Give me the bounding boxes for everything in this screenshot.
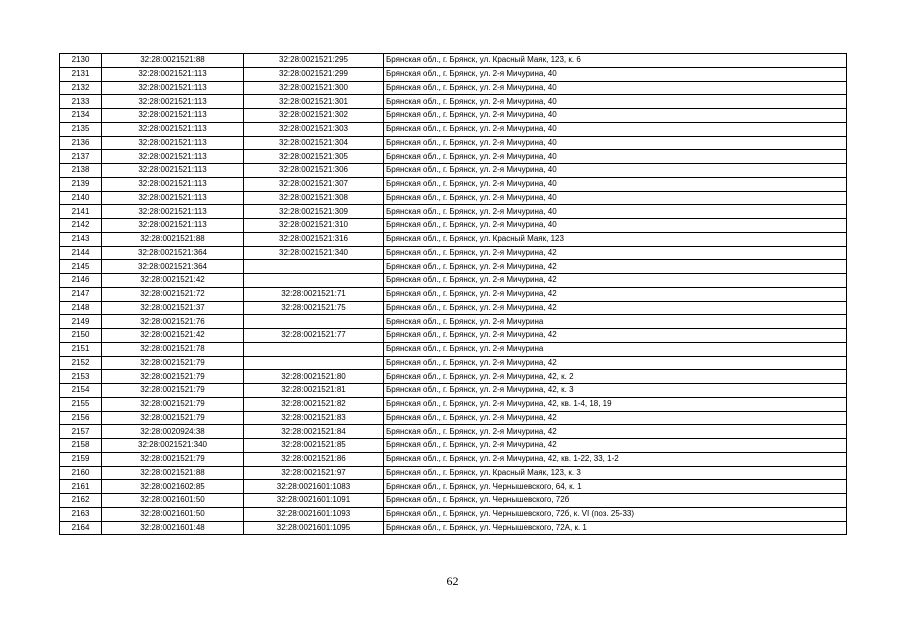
- row-number-cell: 2151: [60, 342, 102, 356]
- table-row: [60, 411, 847, 425]
- address-cell: Брянская обл., г. Брянск, ул. 2-я Мичурина, 42, кв. 1-22, 33, 1-2: [384, 452, 847, 466]
- parent-cadastral-number-cell: 32:28:0021521:88: [102, 54, 244, 68]
- parent-cadastral-number-cell: 32:28:0021521:42: [102, 274, 244, 288]
- row-number-cell: 2152: [60, 356, 102, 370]
- cadastral-number-cell: 32:28:0021521:308: [244, 191, 384, 205]
- row-number-cell: 2158: [60, 439, 102, 453]
- row-number-cell: 2142: [60, 219, 102, 233]
- cadastral-number-cell: 32:28:0021521:84: [244, 425, 384, 439]
- cadastral-number-cell: 32:28:0021521:306: [244, 164, 384, 178]
- cadastral-register-table: [59, 53, 847, 535]
- address-cell: Брянская обл., г. Брянск, ул. 2-я Мичурина, 40: [384, 95, 847, 109]
- address-cell: Брянская обл., г. Брянск, ул. 2-я Мичурина, 40: [384, 136, 847, 150]
- row-number-cell: 2160: [60, 466, 102, 480]
- address-cell: Брянская обл., г. Брянск, ул. Чернышевского, 64, к. 1: [384, 480, 847, 494]
- parent-cadastral-number-cell: 32:28:0021521:113: [102, 122, 244, 136]
- table-row: [60, 494, 847, 508]
- row-number-cell: 2136: [60, 136, 102, 150]
- parent-cadastral-number-cell: 32:28:0021521:79: [102, 452, 244, 466]
- address-cell: Брянская обл., г. Брянск, ул. 2-я Мичурина, 42, к. 3: [384, 384, 847, 398]
- table-row: [60, 232, 847, 246]
- row-number-cell: 2164: [60, 521, 102, 535]
- row-number-cell: 2161: [60, 480, 102, 494]
- row-number-cell: 2144: [60, 246, 102, 260]
- cadastral-number-cell: [244, 260, 384, 274]
- row-number-cell: 2140: [60, 191, 102, 205]
- row-number-cell: 2145: [60, 260, 102, 274]
- table-row: [60, 480, 847, 494]
- table-row: [60, 205, 847, 219]
- cadastral-number-cell: 32:28:0021521:307: [244, 177, 384, 191]
- table-row: [60, 67, 847, 81]
- cadastral-number-cell: 32:28:0021521:81: [244, 384, 384, 398]
- parent-cadastral-number-cell: 32:28:0021521:113: [102, 150, 244, 164]
- row-number-cell: 2146: [60, 274, 102, 288]
- address-cell: Брянская обл., г. Брянск, ул. 2-я Мичурина, 40: [384, 164, 847, 178]
- address-cell: Брянская обл., г. Брянск, ул. 2-я Мичурина, 40: [384, 109, 847, 123]
- cadastral-number-cell: 32:28:0021521:295: [244, 54, 384, 68]
- row-number-cell: 2143: [60, 232, 102, 246]
- parent-cadastral-number-cell: 32:28:0021521:88: [102, 232, 244, 246]
- parent-cadastral-number-cell: 32:28:0021521:72: [102, 287, 244, 301]
- cadastral-number-cell: 32:28:0021521:77: [244, 329, 384, 343]
- parent-cadastral-number-cell: 32:28:0021601:50: [102, 494, 244, 508]
- parent-cadastral-number-cell: 32:28:0021521:79: [102, 397, 244, 411]
- parent-cadastral-number-cell: 32:28:0020924:38: [102, 425, 244, 439]
- parent-cadastral-number-cell: 32:28:0021521:113: [102, 67, 244, 81]
- parent-cadastral-number-cell: 32:28:0021521:113: [102, 177, 244, 191]
- table-row: [60, 95, 847, 109]
- address-cell: Брянская обл., г. Брянск, ул. Чернышевского, 72б: [384, 494, 847, 508]
- table-row: [60, 136, 847, 150]
- cadastral-number-cell: 32:28:0021521:303: [244, 122, 384, 136]
- address-cell: Брянская обл., г. Брянск, ул. 2-я Мичурина, 40: [384, 177, 847, 191]
- table-row: [60, 315, 847, 329]
- parent-cadastral-number-cell: 32:28:0021521:113: [102, 164, 244, 178]
- cadastral-number-cell: 32:28:0021521:299: [244, 67, 384, 81]
- address-cell: Брянская обл., г. Брянск, ул. Чернышевского, 72б, к. VI (поз. 25-33): [384, 507, 847, 521]
- cadastral-number-cell: 32:28:0021521:316: [244, 232, 384, 246]
- table-row: [60, 397, 847, 411]
- row-number-cell: 2131: [60, 67, 102, 81]
- parent-cadastral-number-cell: 32:28:0021521:113: [102, 205, 244, 219]
- cadastral-number-cell: 32:28:0021601:1091: [244, 494, 384, 508]
- table-row: [60, 246, 847, 260]
- row-number-cell: 2155: [60, 397, 102, 411]
- cadastral-number-cell: 32:28:0021521:304: [244, 136, 384, 150]
- table-row: [60, 507, 847, 521]
- row-number-cell: 2130: [60, 54, 102, 68]
- address-cell: Брянская обл., г. Брянск, ул. 2-я Мичурина, 40: [384, 81, 847, 95]
- address-cell: Брянская обл., г. Брянск, ул. 2-я Мичурина, 42, кв. 1-4, 18, 19: [384, 397, 847, 411]
- table-row: [60, 356, 847, 370]
- address-cell: Брянская обл., г. Брянск, ул. 2-я Мичурина, 40: [384, 150, 847, 164]
- cadastral-number-cell: 32:28:0021521:340: [244, 246, 384, 260]
- parent-cadastral-number-cell: 32:28:0021602:85: [102, 480, 244, 494]
- parent-cadastral-number-cell: 32:28:0021521:113: [102, 109, 244, 123]
- page-number: 62: [446, 574, 459, 588]
- table-row: [60, 342, 847, 356]
- parent-cadastral-number-cell: 32:28:0021521:364: [102, 260, 244, 274]
- parent-cadastral-number-cell: 32:28:0021521:78: [102, 342, 244, 356]
- cadastral-number-cell: 32:28:0021601:1093: [244, 507, 384, 521]
- row-number-cell: 2150: [60, 329, 102, 343]
- row-number-cell: 2141: [60, 205, 102, 219]
- row-number-cell: 2132: [60, 81, 102, 95]
- table-row: [60, 274, 847, 288]
- address-cell: Брянская обл., г. Брянск, ул. Красный Маяк, 123, к. 3: [384, 466, 847, 480]
- address-cell: Брянская обл., г. Брянск, ул. 2-я Мичурина, 42: [384, 287, 847, 301]
- address-cell: Брянская обл., г. Брянск, ул. 2-я Мичурина, 42: [384, 301, 847, 315]
- address-cell: Брянская обл., г. Брянск, ул. 2-я Мичурина, 42: [384, 246, 847, 260]
- parent-cadastral-number-cell: 32:28:0021521:79: [102, 370, 244, 384]
- parent-cadastral-number-cell: 32:28:0021521:113: [102, 191, 244, 205]
- address-cell: Брянская обл., г. Брянск, ул. 2-я Мичурина, 42, к. 2: [384, 370, 847, 384]
- row-number-cell: 2147: [60, 287, 102, 301]
- row-number-cell: 2148: [60, 301, 102, 315]
- row-number-cell: 2133: [60, 95, 102, 109]
- parent-cadastral-number-cell: 32:28:0021521:88: [102, 466, 244, 480]
- parent-cadastral-number-cell: 32:28:0021521:113: [102, 219, 244, 233]
- table-row: [60, 521, 847, 535]
- cadastral-number-cell: 32:28:0021521:302: [244, 109, 384, 123]
- address-cell: Брянская обл., г. Брянск, ул. Красный Маяк, 123: [384, 232, 847, 246]
- cadastral-number-cell: [244, 356, 384, 370]
- table-row: [60, 122, 847, 136]
- cadastral-number-cell: 32:28:0021521:309: [244, 205, 384, 219]
- cadastral-number-cell: 32:28:0021521:86: [244, 452, 384, 466]
- table-row: [60, 301, 847, 315]
- parent-cadastral-number-cell: 32:28:0021521:42: [102, 329, 244, 343]
- table-row: [60, 260, 847, 274]
- address-cell: Брянская обл., г. Брянск, ул. 2-я Мичурина, 40: [384, 67, 847, 81]
- parent-cadastral-number-cell: 32:28:0021601:50: [102, 507, 244, 521]
- cadastral-number-cell: 32:28:0021521:97: [244, 466, 384, 480]
- address-cell: Брянская обл., г. Брянск, ул. Чернышевского, 72А, к. 1: [384, 521, 847, 535]
- cadastral-number-cell: 32:28:0021521:305: [244, 150, 384, 164]
- parent-cadastral-number-cell: 32:28:0021521:79: [102, 384, 244, 398]
- cadastral-number-cell: 32:28:0021601:1083: [244, 480, 384, 494]
- table-row: [60, 219, 847, 233]
- parent-cadastral-number-cell: 32:28:0021521:113: [102, 81, 244, 95]
- cadastral-number-cell: 32:28:0021601:1095: [244, 521, 384, 535]
- cadastral-number-cell: 32:28:0021521:71: [244, 287, 384, 301]
- address-cell: Брянская обл., г. Брянск, ул. 2-я Мичурина, 42: [384, 439, 847, 453]
- cadastral-number-cell: 32:28:0021521:310: [244, 219, 384, 233]
- cadastral-number-cell: 32:28:0021521:300: [244, 81, 384, 95]
- cadastral-number-cell: 32:28:0021521:75: [244, 301, 384, 315]
- parent-cadastral-number-cell: 32:28:0021521:37: [102, 301, 244, 315]
- address-cell: Брянская обл., г. Брянск, ул. 2-я Мичурина, 40: [384, 191, 847, 205]
- row-number-cell: 2134: [60, 109, 102, 123]
- cadastral-number-cell: 32:28:0021521:80: [244, 370, 384, 384]
- address-cell: Брянская обл., г. Брянск, ул. 2-я Мичурина, 42: [384, 329, 847, 343]
- table-row: [60, 164, 847, 178]
- row-number-cell: 2149: [60, 315, 102, 329]
- address-cell: Брянская обл., г. Брянск, ул. 2-я Мичурина, 42: [384, 260, 847, 274]
- row-number-cell: 2156: [60, 411, 102, 425]
- table-row: [60, 439, 847, 453]
- table-row: [60, 287, 847, 301]
- row-number-cell: 2154: [60, 384, 102, 398]
- cadastral-number-cell: 32:28:0021521:301: [244, 95, 384, 109]
- table-row: [60, 191, 847, 205]
- address-cell: Брянская обл., г. Брянск, ул. 2-я Мичурина: [384, 342, 847, 356]
- row-number-cell: 2135: [60, 122, 102, 136]
- address-cell: Брянская обл., г. Брянск, ул. 2-я Мичурина: [384, 315, 847, 329]
- table-row: [60, 109, 847, 123]
- address-cell: Брянская обл., г. Брянск, ул. 2-я Мичурина, 40: [384, 219, 847, 233]
- cadastral-number-cell: 32:28:0021521:85: [244, 439, 384, 453]
- address-cell: Брянская обл., г. Брянск, ул. 2-я Мичурина, 42: [384, 356, 847, 370]
- address-cell: Брянская обл., г. Брянск, ул. 2-я Мичурина, 42: [384, 425, 847, 439]
- table-row: [60, 54, 847, 68]
- register-table-body: [60, 54, 847, 535]
- table-row: [60, 384, 847, 398]
- row-number-cell: 2159: [60, 452, 102, 466]
- address-cell: Брянская обл., г. Брянск, ул. 2-я Мичурина, 42: [384, 411, 847, 425]
- parent-cadastral-number-cell: 32:28:0021521:340: [102, 439, 244, 453]
- table-row: [60, 452, 847, 466]
- cadastral-number-cell: [244, 342, 384, 356]
- table-row: [60, 177, 847, 191]
- parent-cadastral-number-cell: 32:28:0021601:48: [102, 521, 244, 535]
- cadastral-number-cell: 32:28:0021521:83: [244, 411, 384, 425]
- row-number-cell: 2139: [60, 177, 102, 191]
- cadastral-number-cell: [244, 274, 384, 288]
- address-cell: Брянская обл., г. Брянск, ул. 2-я Мичурина, 40: [384, 122, 847, 136]
- row-number-cell: 2153: [60, 370, 102, 384]
- table-row: [60, 150, 847, 164]
- table-row: [60, 466, 847, 480]
- row-number-cell: 2137: [60, 150, 102, 164]
- address-cell: Брянская обл., г. Брянск, ул. 2-я Мичурина, 40: [384, 205, 847, 219]
- table-row: [60, 370, 847, 384]
- parent-cadastral-number-cell: 32:28:0021521:79: [102, 411, 244, 425]
- table-row: [60, 329, 847, 343]
- parent-cadastral-number-cell: 32:28:0021521:113: [102, 136, 244, 150]
- table-row: [60, 425, 847, 439]
- parent-cadastral-number-cell: 32:28:0021521:76: [102, 315, 244, 329]
- row-number-cell: 2157: [60, 425, 102, 439]
- cadastral-number-cell: 32:28:0021521:82: [244, 397, 384, 411]
- address-cell: Брянская обл., г. Брянск, ул. 2-я Мичурина, 42: [384, 274, 847, 288]
- cadastral-number-cell: [244, 315, 384, 329]
- row-number-cell: 2138: [60, 164, 102, 178]
- parent-cadastral-number-cell: 32:28:0021521:364: [102, 246, 244, 260]
- table-row: [60, 81, 847, 95]
- row-number-cell: 2162: [60, 494, 102, 508]
- address-cell: Брянская обл., г. Брянск, ул. Красный Маяк, 123, к. 6: [384, 54, 847, 68]
- parent-cadastral-number-cell: 32:28:0021521:79: [102, 356, 244, 370]
- parent-cadastral-number-cell: 32:28:0021521:113: [102, 95, 244, 109]
- row-number-cell: 2163: [60, 507, 102, 521]
